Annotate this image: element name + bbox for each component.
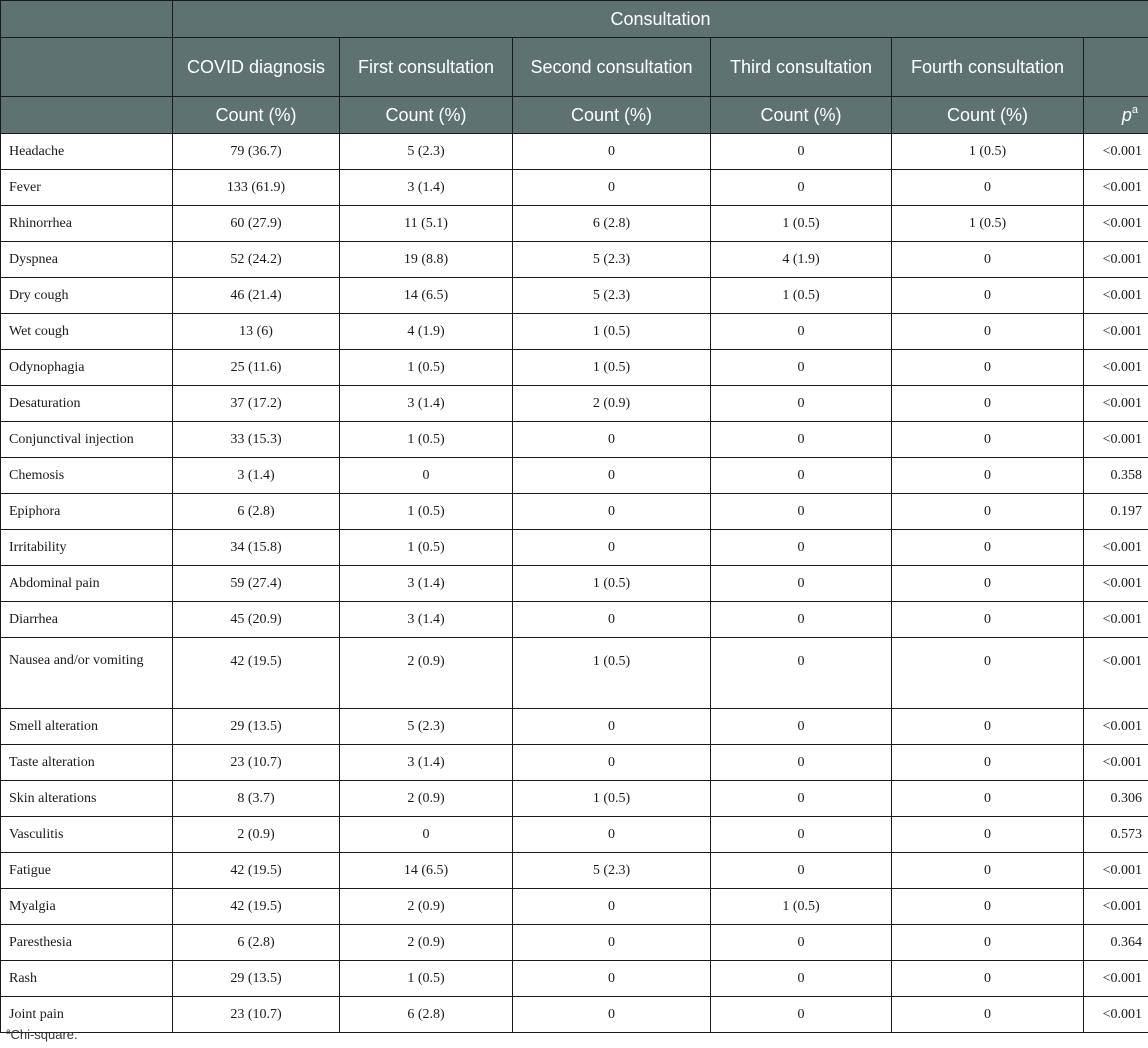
- p-value-cell: <0.001: [1084, 422, 1148, 458]
- count-cell: 52 (24.2): [173, 242, 340, 278]
- count-cell: 23 (10.7): [173, 745, 340, 781]
- p-value-cell: 0.197: [1084, 494, 1148, 530]
- count-cell: 133 (61.9): [173, 170, 340, 206]
- count-cell: 0: [892, 638, 1084, 709]
- count-cell: 0: [711, 386, 892, 422]
- unit-header: Count (%): [513, 97, 711, 134]
- count-cell: 1 (0.5): [892, 206, 1084, 242]
- table-row: [1, 925, 1148, 961]
- symptom-cell: Taste alteration: [1, 745, 173, 781]
- column-header-fourth-consultation: Fourth consultation: [892, 38, 1084, 97]
- count-cell: 5 (2.3): [340, 134, 513, 170]
- count-cell: 0: [892, 170, 1084, 206]
- count-cell: 0: [711, 170, 892, 206]
- count-cell: 0: [711, 745, 892, 781]
- count-cell: 0: [513, 494, 711, 530]
- count-cell: 3 (1.4): [340, 745, 513, 781]
- count-cell: 0: [711, 997, 892, 1033]
- count-cell: 0: [513, 817, 711, 853]
- p-value-cell: <0.001: [1084, 961, 1148, 997]
- count-cell: 0: [711, 925, 892, 961]
- table-row: [1, 889, 1148, 925]
- p-label: p: [1121, 104, 1132, 125]
- count-cell: 5 (2.3): [513, 242, 711, 278]
- count-cell: 29 (13.5): [173, 709, 340, 745]
- symptom-cell: Skin alterations: [1, 781, 173, 817]
- table-row: [1, 638, 1148, 709]
- count-cell: 5 (2.3): [340, 709, 513, 745]
- count-cell: 0: [892, 530, 1084, 566]
- count-cell: 0: [513, 997, 711, 1033]
- table-row: [1, 350, 1148, 386]
- count-cell: 0: [711, 530, 892, 566]
- count-cell: 0: [892, 386, 1084, 422]
- count-cell: 37 (17.2): [173, 386, 340, 422]
- column-header-second-consultation: Second consultation: [513, 38, 711, 97]
- symptom-cell: Conjunctival injection: [1, 422, 173, 458]
- count-cell: 0: [892, 997, 1084, 1033]
- count-cell: 2 (0.9): [173, 817, 340, 853]
- count-cell: 1 (0.5): [340, 350, 513, 386]
- count-cell: 23 (10.7): [173, 997, 340, 1033]
- count-cell: 0: [892, 242, 1084, 278]
- count-cell: 1 (0.5): [711, 206, 892, 242]
- p-value-cell: 0.358: [1084, 458, 1148, 494]
- p-value-cell: <0.001: [1084, 530, 1148, 566]
- p-value-cell: 0.306: [1084, 781, 1148, 817]
- count-cell: 3 (1.4): [340, 566, 513, 602]
- column-header-covid-diagnosis: COVID diagnosis: [173, 38, 340, 97]
- count-cell: 1 (0.5): [340, 530, 513, 566]
- table-row: [1, 206, 1148, 242]
- symptom-cell: Dry cough: [1, 278, 173, 314]
- table-row: [1, 709, 1148, 745]
- count-cell: 3 (1.4): [340, 386, 513, 422]
- table-row: [1, 278, 1148, 314]
- table-row: [1, 458, 1148, 494]
- symptom-cell: Wet cough: [1, 314, 173, 350]
- p-value-cell: <0.001: [1084, 638, 1148, 709]
- count-cell: 3 (1.4): [340, 170, 513, 206]
- count-cell: 0: [892, 817, 1084, 853]
- symptom-cell: Joint pain: [1, 997, 173, 1033]
- table-row: [1, 781, 1148, 817]
- count-cell: 0: [892, 458, 1084, 494]
- consultation-group-header: Consultation: [173, 1, 1148, 38]
- count-cell: 0: [340, 817, 513, 853]
- count-cell: 1 (0.5): [340, 961, 513, 997]
- count-cell: 0: [711, 961, 892, 997]
- table-row: [1, 530, 1148, 566]
- table-row: [1, 566, 1148, 602]
- symptom-cell: Chemosis: [1, 458, 173, 494]
- count-cell: 11 (5.1): [340, 206, 513, 242]
- table-footnote: [6, 1027, 78, 1042]
- p-value-cell: <0.001: [1084, 386, 1148, 422]
- p-value-cell: <0.001: [1084, 314, 1148, 350]
- p-header-blank: [1084, 38, 1148, 97]
- symptom-cell: Abdominal pain: [1, 566, 173, 602]
- symptom-cell: Fever: [1, 170, 173, 206]
- p-footnote-marker: a: [1131, 103, 1139, 116]
- count-cell: 34 (15.8): [173, 530, 340, 566]
- count-cell: 2 (0.9): [340, 925, 513, 961]
- count-cell: 1 (0.5): [892, 134, 1084, 170]
- symptom-cell: Nausea and/or vomiting: [1, 638, 173, 709]
- symptom-cell: Smell alteration: [1, 709, 173, 745]
- symptom-cell: Rash: [1, 961, 173, 997]
- p-value-header: [1084, 97, 1148, 134]
- count-cell: 0: [892, 350, 1084, 386]
- count-cell: 1 (0.5): [711, 278, 892, 314]
- count-cell: 1 (0.5): [513, 566, 711, 602]
- count-cell: 0: [711, 709, 892, 745]
- count-cell: 0: [513, 134, 711, 170]
- count-cell: 0: [892, 422, 1084, 458]
- p-value-cell: <0.001: [1084, 853, 1148, 889]
- p-value-cell: <0.001: [1084, 278, 1148, 314]
- count-cell: 0: [711, 602, 892, 638]
- symptom-cell: Desaturation: [1, 386, 173, 422]
- p-value-cell: <0.001: [1084, 170, 1148, 206]
- table-row: [1, 422, 1148, 458]
- count-cell: 8 (3.7): [173, 781, 340, 817]
- p-value-cell: <0.001: [1084, 350, 1148, 386]
- count-cell: 0: [711, 314, 892, 350]
- unit-header: Count (%): [340, 97, 513, 134]
- p-value-cell: <0.001: [1084, 602, 1148, 638]
- count-cell: 42 (19.5): [173, 889, 340, 925]
- count-cell: 0: [892, 602, 1084, 638]
- count-cell: 1 (0.5): [513, 638, 711, 709]
- count-cell: 0: [892, 961, 1084, 997]
- count-cell: 1 (0.5): [711, 889, 892, 925]
- count-cell: 0: [711, 458, 892, 494]
- count-cell: 0: [513, 458, 711, 494]
- symptom-cell: Rhinorrhea: [1, 206, 173, 242]
- count-cell: 6 (2.8): [173, 925, 340, 961]
- table-row: [1, 386, 1148, 422]
- symptom-cell: Vasculitis: [1, 817, 173, 853]
- count-cell: 60 (27.9): [173, 206, 340, 242]
- table-row: [1, 745, 1148, 781]
- count-cell: 4 (1.9): [711, 242, 892, 278]
- count-cell: 1 (0.5): [340, 422, 513, 458]
- count-cell: 0: [513, 422, 711, 458]
- symptom-cell: Dyspnea: [1, 242, 173, 278]
- count-cell: 29 (13.5): [173, 961, 340, 997]
- count-cell: 45 (20.9): [173, 602, 340, 638]
- count-cell: 0: [892, 889, 1084, 925]
- count-cell: 14 (6.5): [340, 853, 513, 889]
- count-cell: 0: [711, 134, 892, 170]
- p-value-cell: <0.001: [1084, 134, 1148, 170]
- p-value-cell: 0.364: [1084, 925, 1148, 961]
- table-row: [1, 961, 1148, 997]
- unit-header: Count (%): [173, 97, 340, 134]
- table-row: [1, 817, 1148, 853]
- table-row: [1, 853, 1148, 889]
- symptom-cell: Odynophagia: [1, 350, 173, 386]
- count-cell: 0: [711, 350, 892, 386]
- p-value-cell: <0.001: [1084, 745, 1148, 781]
- column-header-first-consultation: First consultation: [340, 38, 513, 97]
- count-cell: 19 (8.8): [340, 242, 513, 278]
- count-cell: 0: [513, 961, 711, 997]
- count-cell: 0: [711, 817, 892, 853]
- p-value-cell: <0.001: [1084, 889, 1148, 925]
- p-value-cell: <0.001: [1084, 566, 1148, 602]
- corner-cell: [1, 1, 173, 38]
- count-cell: 1 (0.5): [513, 350, 711, 386]
- count-cell: 0: [711, 853, 892, 889]
- count-cell: 0: [892, 709, 1084, 745]
- count-cell: 6 (2.8): [340, 997, 513, 1033]
- count-cell: 0: [892, 278, 1084, 314]
- table-row: [1, 242, 1148, 278]
- count-cell: 0: [513, 709, 711, 745]
- table-header: [1, 1, 1148, 134]
- count-cell: 0: [892, 566, 1084, 602]
- count-cell: 2 (0.9): [340, 781, 513, 817]
- count-cell: 0: [892, 494, 1084, 530]
- count-cell: 79 (36.7): [173, 134, 340, 170]
- count-cell: 0: [892, 314, 1084, 350]
- count-cell: 1 (0.5): [513, 314, 711, 350]
- count-cell: 0: [513, 925, 711, 961]
- count-cell: 42 (19.5): [173, 638, 340, 709]
- table-row: [1, 134, 1148, 170]
- table-row: [1, 602, 1148, 638]
- count-cell: 1 (0.5): [340, 494, 513, 530]
- count-cell: 0: [892, 853, 1084, 889]
- p-value-cell: <0.001: [1084, 709, 1148, 745]
- unit-header: Count (%): [892, 97, 1084, 134]
- symptom-cell: Headache: [1, 134, 173, 170]
- table-row: [1, 997, 1148, 1033]
- column-header-third-consultation: Third consultation: [711, 38, 892, 97]
- symptom-cell: Epiphora: [1, 494, 173, 530]
- count-cell: 6 (2.8): [513, 206, 711, 242]
- count-cell: 0: [892, 781, 1084, 817]
- count-cell: 46 (21.4): [173, 278, 340, 314]
- count-cell: 5 (2.3): [513, 853, 711, 889]
- count-cell: 0: [513, 170, 711, 206]
- count-cell: 3 (1.4): [173, 458, 340, 494]
- symptom-cell: Fatigue: [1, 853, 173, 889]
- count-cell: 0: [513, 889, 711, 925]
- count-cell: 3 (1.4): [340, 602, 513, 638]
- corner-cell-2: [1, 38, 173, 97]
- count-cell: 0: [340, 458, 513, 494]
- count-cell: 13 (6): [173, 314, 340, 350]
- count-cell: 5 (2.3): [513, 278, 711, 314]
- footnote-marker: a: [6, 1027, 11, 1036]
- table-body: [1, 134, 1148, 1033]
- count-cell: 0: [711, 781, 892, 817]
- count-cell: 0: [711, 422, 892, 458]
- count-cell: 1 (0.5): [513, 781, 711, 817]
- table-row: [1, 314, 1148, 350]
- symptom-cell: Paresthesia: [1, 925, 173, 961]
- symptom-cell: Diarrhea: [1, 602, 173, 638]
- count-cell: 4 (1.9): [340, 314, 513, 350]
- count-cell: 6 (2.8): [173, 494, 340, 530]
- count-cell: 2 (0.9): [340, 889, 513, 925]
- table-row: [1, 494, 1148, 530]
- p-value-cell: <0.001: [1084, 997, 1148, 1033]
- footnote-text: Chi-square.: [10, 1027, 78, 1042]
- p-value-cell: <0.001: [1084, 206, 1148, 242]
- count-cell: 42 (19.5): [173, 853, 340, 889]
- count-cell: 2 (0.9): [513, 386, 711, 422]
- count-cell: 2 (0.9): [340, 638, 513, 709]
- table-row: [1, 170, 1148, 206]
- symptom-cell: Myalgia: [1, 889, 173, 925]
- count-cell: 59 (27.4): [173, 566, 340, 602]
- count-cell: 0: [892, 925, 1084, 961]
- symptom-cell: Irritability: [1, 530, 173, 566]
- count-cell: 0: [513, 745, 711, 781]
- unit-header: Count (%): [711, 97, 892, 134]
- count-cell: 0: [711, 638, 892, 709]
- p-value-cell: <0.001: [1084, 242, 1148, 278]
- count-cell: 0: [892, 745, 1084, 781]
- count-cell: 14 (6.5): [340, 278, 513, 314]
- count-cell: 0: [513, 602, 711, 638]
- count-cell: 33 (15.3): [173, 422, 340, 458]
- count-cell: 25 (11.6): [173, 350, 340, 386]
- p-value-cell: 0.573: [1084, 817, 1148, 853]
- count-cell: 0: [711, 494, 892, 530]
- count-cell: 0: [711, 566, 892, 602]
- count-cell: 0: [513, 530, 711, 566]
- corner-cell-3: [1, 97, 173, 134]
